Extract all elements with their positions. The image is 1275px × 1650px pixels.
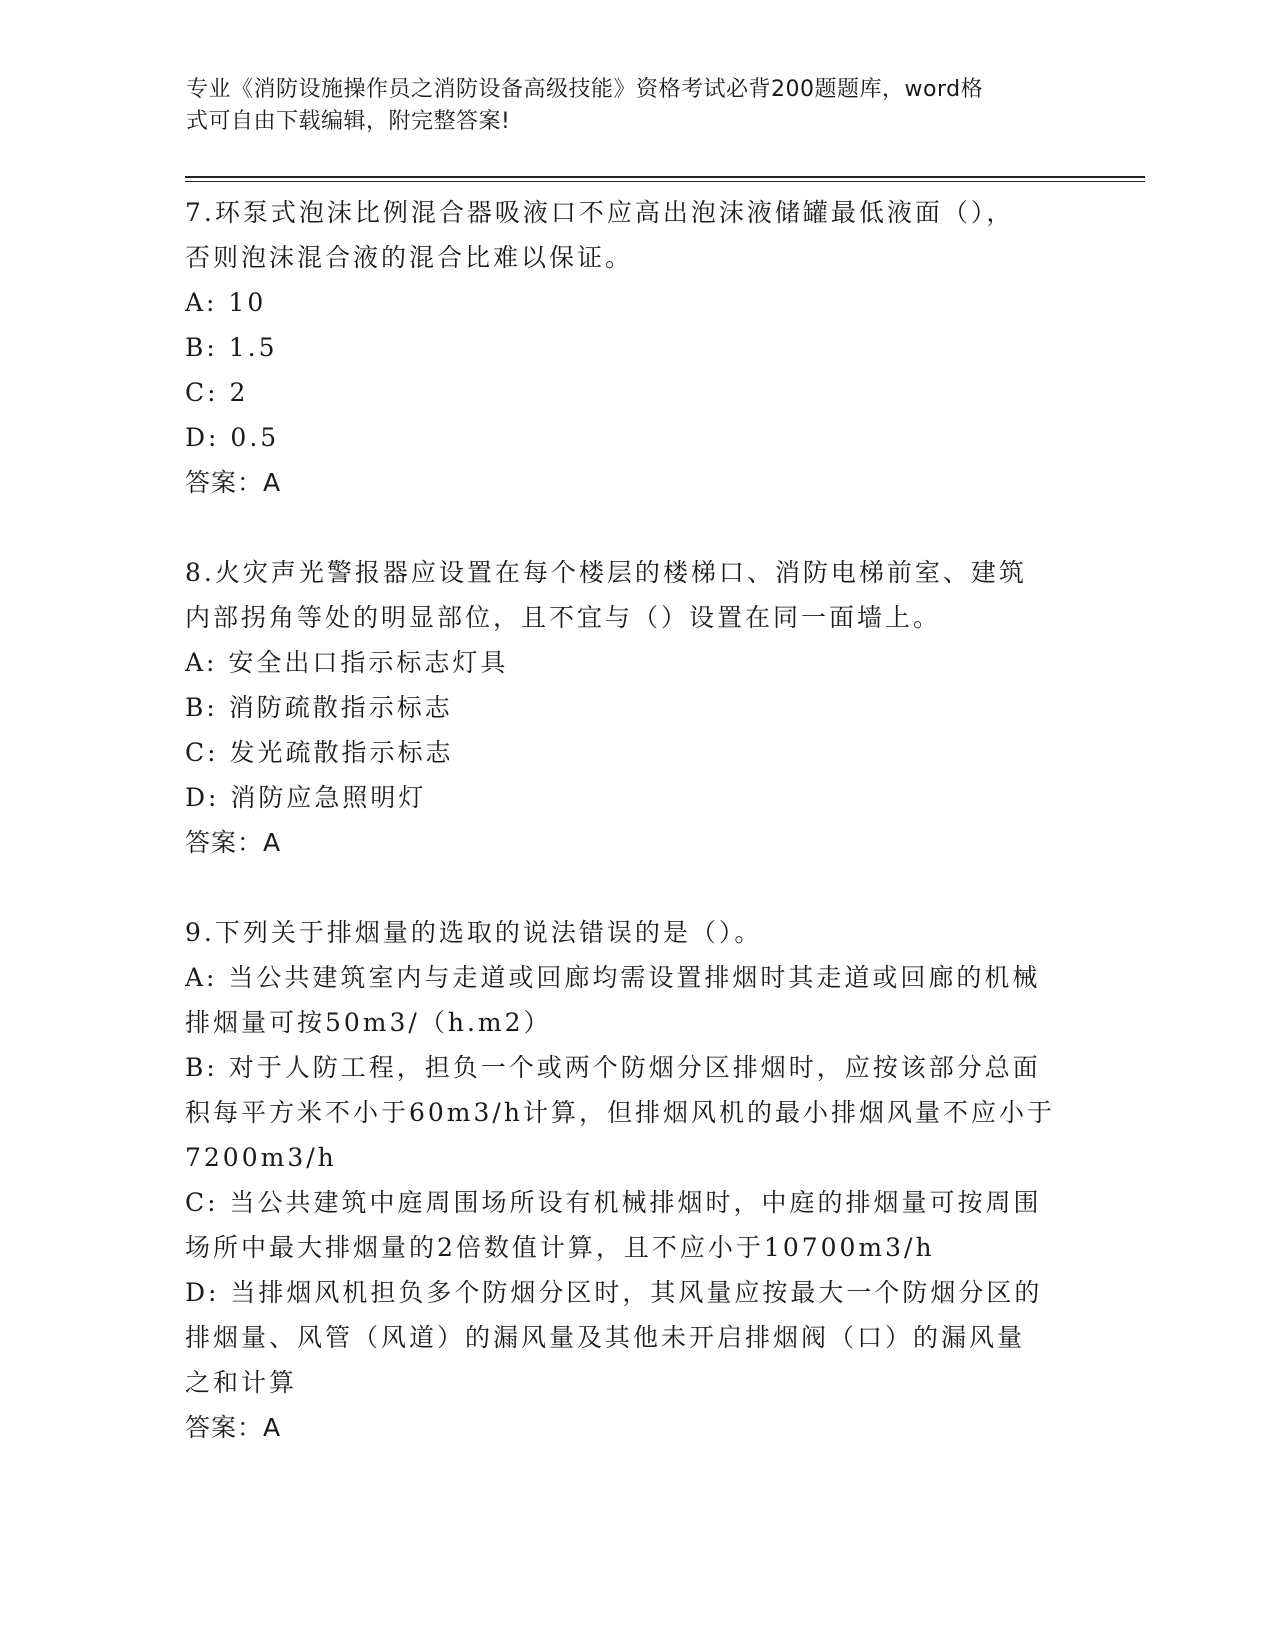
header-divider-thick: [185, 176, 1145, 178]
question-stem-line: 否则泡沫混合液的混合比难以保证。: [185, 243, 634, 272]
option-d-line-1: D: 当排烟风机担负多个防烟分区时，其风量应按最大一个防烟分区的: [185, 1278, 1043, 1307]
option-a: A: 安全出口指示标志灯具: [185, 648, 509, 677]
option-a-line-2: 排烟量可按50m3/（h.m2）: [185, 1008, 552, 1037]
option-d-line-3: 之和计算: [185, 1368, 298, 1397]
answer-line: 答案：A: [185, 468, 282, 497]
question-spacer: [185, 505, 1085, 550]
option-c: C: 2: [185, 378, 249, 407]
header-title-line-1: 专业《消防设施操作员之消防设备高级技能》资格考试必背200题题库，word格: [186, 77, 984, 102]
option-d: D: 消防应急照明灯: [185, 783, 427, 812]
question-stem-line: 8.火灾声光警报器应设置在每个楼层的楼梯口、消防电梯前室、建筑: [185, 558, 1027, 587]
option-b-line-2: 积每平方米不小于60m3/h计算，但排烟风机的最小排烟风量不应小于: [185, 1098, 1055, 1127]
question-7: [185, 190, 1085, 505]
question-spacer: [185, 865, 1085, 910]
header-divider-thin: [185, 181, 1145, 182]
option-b: B: 1.5: [185, 333, 278, 362]
option-a: A: 10: [185, 288, 267, 317]
question-list: [185, 190, 1085, 1450]
document-header: [186, 74, 1066, 138]
option-d: D: 0.5: [185, 423, 280, 452]
option-c: C: 发光疏散指示标志: [185, 738, 454, 767]
option-c-line-2: 场所中最大排烟量的2倍数值计算，且不应小于10700m3/h: [185, 1233, 935, 1262]
option-b-line-1: B: 对于人防工程，担负一个或两个防烟分区排烟时，应按该部分总面: [185, 1053, 1041, 1082]
question-9: [185, 910, 1085, 1450]
question-8: [185, 550, 1085, 865]
answer-line: 答案：A: [185, 828, 282, 857]
header-title-line-2: 式可自由下载编辑，附完整答案!: [186, 109, 511, 134]
option-b: B: 消防疏散指示标志: [185, 693, 453, 722]
question-stem-line: 内部拐角等处的明显部位，且不宜与（）设置在同一面墙上。: [185, 603, 942, 632]
option-c-line-1: C: 当公共建筑中庭周围场所设有机械排烟时，中庭的排烟量可按周围: [185, 1188, 1042, 1217]
option-a-line-1: A: 当公共建筑室内与走道或回廊均需设置排烟时其走道或回廊的机械: [185, 963, 1041, 992]
option-d-line-2: 排烟量、风管（风道）的漏风量及其他未开启排烟阀（口）的漏风量: [185, 1323, 1026, 1352]
question-stem-line: 9.下列关于排烟量的选取的说法错误的是（）。: [185, 918, 763, 947]
question-stem-line: 7.环泵式泡沫比例混合器吸液口不应高出泡沫液储罐最低液面（），: [185, 198, 1015, 227]
option-b-line-3: 7200m3/h: [185, 1143, 337, 1172]
answer-line: 答案：A: [185, 1413, 282, 1442]
